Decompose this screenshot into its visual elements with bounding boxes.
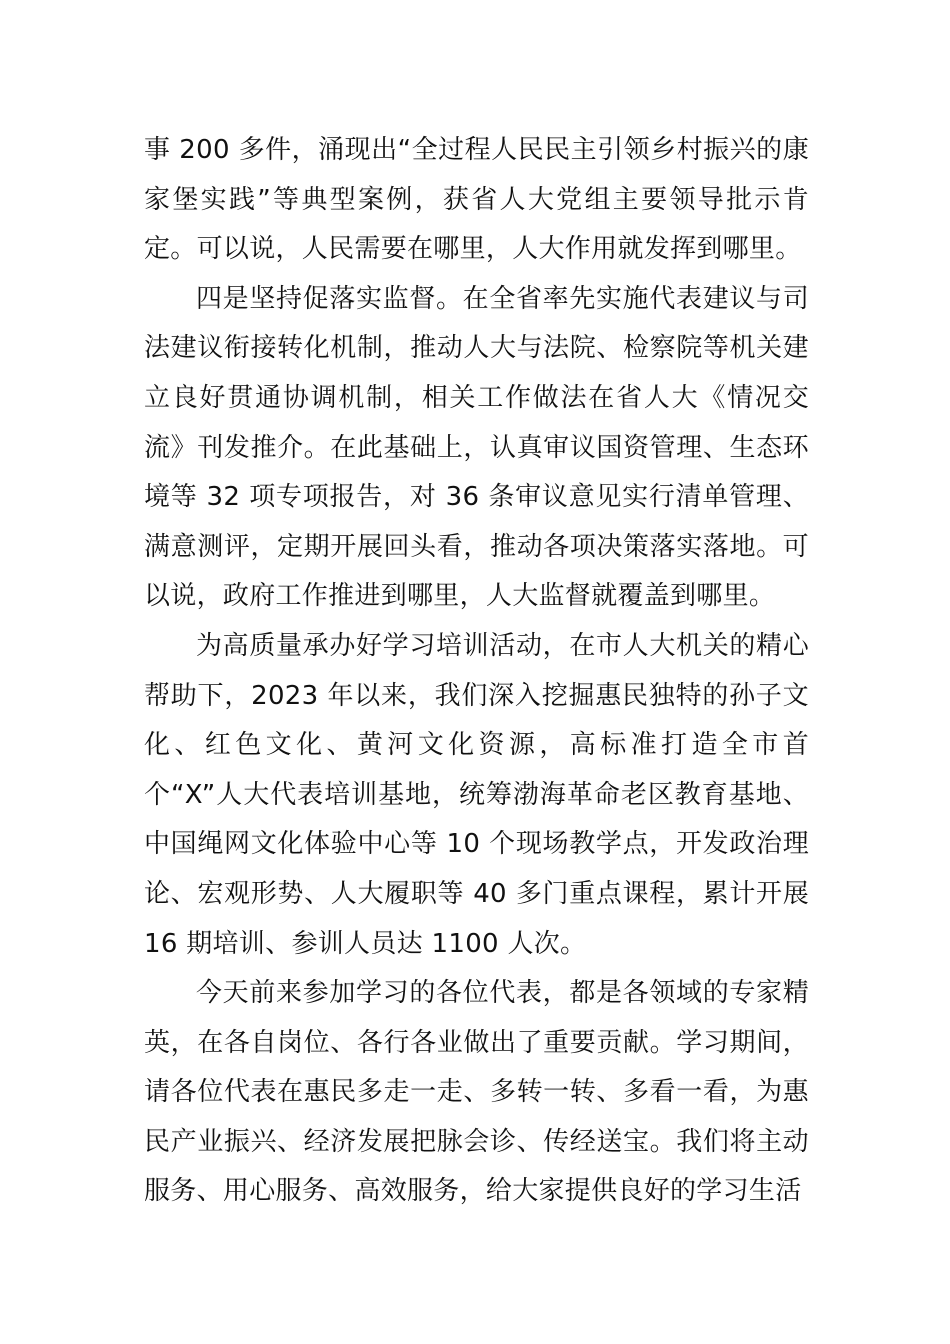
- paragraph-2: 四是坚持促落实监督。在全省率先实施代表建议与司法建议衔接转化机制，推动人大与法院、检察院等机关建立良好贯通协调机制，相关工作做法在省人大《情况交流》刊发推介。在此基础上，认真审议国资管理、生态环境等 32 项专项报告，对 36 条审议意见实行清单管理、满意测评，定期开展回头看，推动各项决策落实落地。可以说，政府工作推进到哪里，人大监督就覆盖到哪里。: [144, 283, 809, 612]
- paragraph-4: 今天前来参加学习的各位代表，都是各领域的专家精英，在各自岗位、各行各业做出了重要贡献。学习期间，请各位代表在惠民多走一走、多转一转、多看一看，为惠民产业振兴、经济发展把脉会诊、传经送宝。我们将主动服务、用心服务、高效服务，给大家提供良好的学习生活: [144, 978, 809, 1207]
- paragraph-3: 为高质量承办好学习培训活动，在市人大机关的精心帮助下，2023 年以来，我们深入挖掘惠民独特的孙子文化、红色文化、黄河文化资源，高标准打造全市首个“X”人大代表培训基地，统筹渤海革命老区教育基地、中国绳网文化体验中心等 10 个现场教学点，开发政治理论、宏观形势、人大履职等 40 多门重点课程，累计开展 16 期培训、参训人员达 1100 人次。: [144, 630, 809, 959]
- paragraph-1: 事 200 多件，涌现出“全过程人民民主引领乡村振兴的康家堡实践”等典型案例，获省人大党组主要领导批示肯定。可以说，人民需要在哪里，人大作用就发挥到哪里。: [144, 135, 809, 265]
- document-body: [144, 126, 809, 1217]
